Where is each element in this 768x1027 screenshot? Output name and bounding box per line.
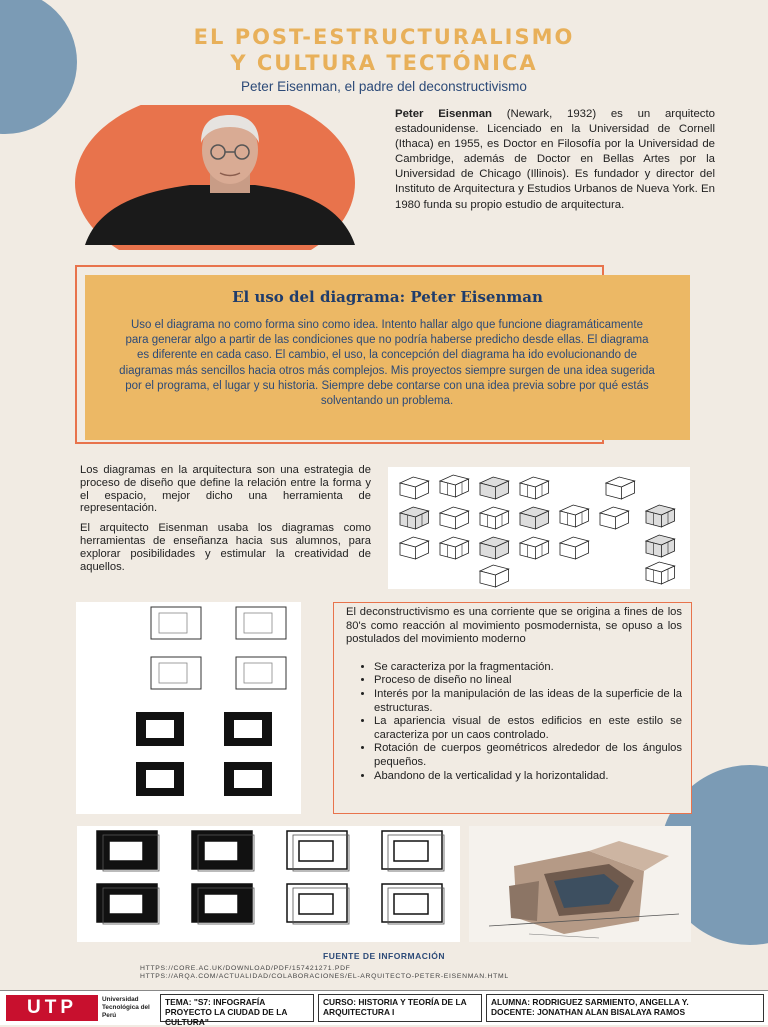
list-item: • Proceso de diseño no lineal xyxy=(374,674,682,688)
diagram-quote: Uso el diagrama no como forma sino como idea. Intento hallar algo que funcione diagramáticamente para generar algo a partir de las condiciones que no podría haberse predicho desde ellas. El diagrama es diferente en cada caso. El cambio, el uso, la concepción del diagrama ha ido evolucionando de diagramas más sencillos hacia otros más complejos. Mis proyectos siempre surgen de una idea sugerida por el programa, el lugar y su historia. Siempre debe contarse con una idea previa sobre por qué estás solventando un problema. xyxy=(119,319,655,408)
axonometric-cube xyxy=(560,537,589,559)
sources-label: FUENTE DE INFORMACIÓN xyxy=(323,951,445,961)
axonometric-cube xyxy=(480,537,509,559)
list-item: • Rotación de cuerpos geométricos alrededor de los ángulos pequeños. xyxy=(374,742,682,769)
footer-tema: TEMA: "S7: INFOGRAFÍA PROYECTO LA CIUDAD DE LA CULTURA" xyxy=(160,994,314,1022)
utp-logo-text: Universidad Tecnológica del Perú xyxy=(102,996,150,1019)
deconstructivism-text xyxy=(346,606,682,783)
bio-paragraph xyxy=(395,107,715,213)
plan-inner xyxy=(159,663,187,683)
plan-inner xyxy=(159,613,187,633)
sequence-plan xyxy=(287,884,347,922)
plan-inner xyxy=(244,663,272,683)
plan-void xyxy=(150,774,162,784)
diagram-description xyxy=(80,464,371,580)
axonometric-cube xyxy=(560,505,589,527)
source-link-2[interactable]: HTTPS://ARQA.COM/ACTUALIDAD/COLABORACIONES/EL-ARQUITECTO-PETER-EISENMAN.HTML xyxy=(140,973,509,980)
axonometric-cube xyxy=(400,507,429,529)
plan-outline xyxy=(151,607,201,639)
axonometric-cube xyxy=(606,477,635,499)
sequence-plan xyxy=(97,884,157,922)
axonometric-cube xyxy=(520,477,549,499)
plan-outline xyxy=(236,657,286,689)
sequence-plan xyxy=(192,831,252,869)
footer-docente: DOCENTE: JONATHAN ALAN BISALAYA RAMOS xyxy=(491,1007,686,1017)
plan-void xyxy=(150,724,162,734)
footer-curso: CURSO: HISTORIA Y TEORÍA DE LA ARQUITECTURA I xyxy=(318,994,482,1022)
bio-text: (Newark, 1932) es un arquitecto estadounidense. Licenciado en la Universidad de Cornell (Ithaca) en 1955, es Doctor en Filosofía por la Universidad de Cambridge, además de Doctor en Bellas Artes por la Universidad de Chicago (Illinois). Es fundador y director del Instituto de Arquitectura y Estudios Urbanos de Nueva York. En 1980 funda su propio estudio de arquitectura. xyxy=(395,108,715,211)
diagram-description-p2: El arquitecto Eisenman usaba los diagramas como herramientas de enseñanza hacia sus alumnos, para explorar posibilidades y estimular la creatividad de aquellos. xyxy=(80,522,371,573)
page-subtitle: Peter Eisenman, el padre del deconstructivismo xyxy=(241,79,527,94)
plan-void xyxy=(238,724,250,734)
building-sketch-image xyxy=(469,826,691,942)
list-item: • Se caracteriza por la fragmentación. xyxy=(374,661,682,675)
axonometric-cube xyxy=(646,535,675,557)
axonometric-cube xyxy=(480,477,509,499)
axonometric-cube xyxy=(480,507,509,529)
utp-logo xyxy=(6,995,154,1021)
footer-alumna: ALUMNA: RODRIGUEZ SARMIENTO, ANGELLA Y. xyxy=(491,997,689,1007)
sequence-plan xyxy=(192,884,252,922)
list-item: • Abandono de la verticalidad y la horizontalidad. xyxy=(374,770,682,784)
axonometric-cube xyxy=(646,562,675,584)
axonometric-cube xyxy=(646,505,675,527)
page-title-line1: EL POST-ESTRUCTURALISMO xyxy=(193,25,575,49)
axonometric-cube xyxy=(400,537,429,559)
plan-diagrams-image xyxy=(76,602,301,814)
axonometric-cube xyxy=(520,507,549,529)
plan-outline xyxy=(236,607,286,639)
axonometric-cube xyxy=(480,565,509,587)
diagram-description-p1: Los diagramas en la arquitectura son una estrategia de proceso de diseño que define la relación entre la forma y el espacio, mejor dicho una herramienta de representación. xyxy=(80,464,371,515)
plan-sequence-image xyxy=(77,826,460,942)
bio-name: Peter Eisenman xyxy=(395,108,493,120)
portrait-photo xyxy=(75,105,375,250)
footer-people xyxy=(486,994,764,1022)
axonometric-diagrams-image xyxy=(388,467,690,589)
sequence-plan xyxy=(97,831,157,869)
diagram-title: El uso del diagrama: Peter Eisenman xyxy=(232,288,543,306)
source-link-1[interactable]: HTTPS://CORE.AC.UK/DOWNLOAD/PDF/157421271.PDF xyxy=(140,965,351,972)
deconstructivism-intro: El deconstructivismo es una corriente que se origina a fines de los 80's como reacción al movimiento posmodernista, se opuso a los postulados del movimiento moderno xyxy=(346,606,682,646)
axonometric-cube xyxy=(440,537,469,559)
axonometric-cube xyxy=(440,475,469,497)
plan-outline xyxy=(151,657,201,689)
axonometric-cube xyxy=(440,507,469,529)
sequence-plan xyxy=(382,884,442,922)
axonometric-cube xyxy=(520,537,549,559)
list-item: • La apariencia visual de estos edificios en este estilo se caracteriza por un caos controlado. xyxy=(374,715,682,742)
list-item: • Interés por la manipulación de las ideas de la superficie de la estructuras. xyxy=(374,688,682,715)
utp-logo-mark: UTP xyxy=(6,995,98,1021)
plan-inner xyxy=(244,613,272,633)
axonometric-cube xyxy=(400,477,429,499)
axonometric-cube xyxy=(600,507,629,529)
sequence-plan xyxy=(382,831,442,869)
page-title-line2: Y CULTURA TECTÓNICA xyxy=(230,51,538,75)
plan-void xyxy=(238,774,250,784)
deconstructivism-list xyxy=(346,661,682,783)
sequence-plan xyxy=(287,831,347,869)
